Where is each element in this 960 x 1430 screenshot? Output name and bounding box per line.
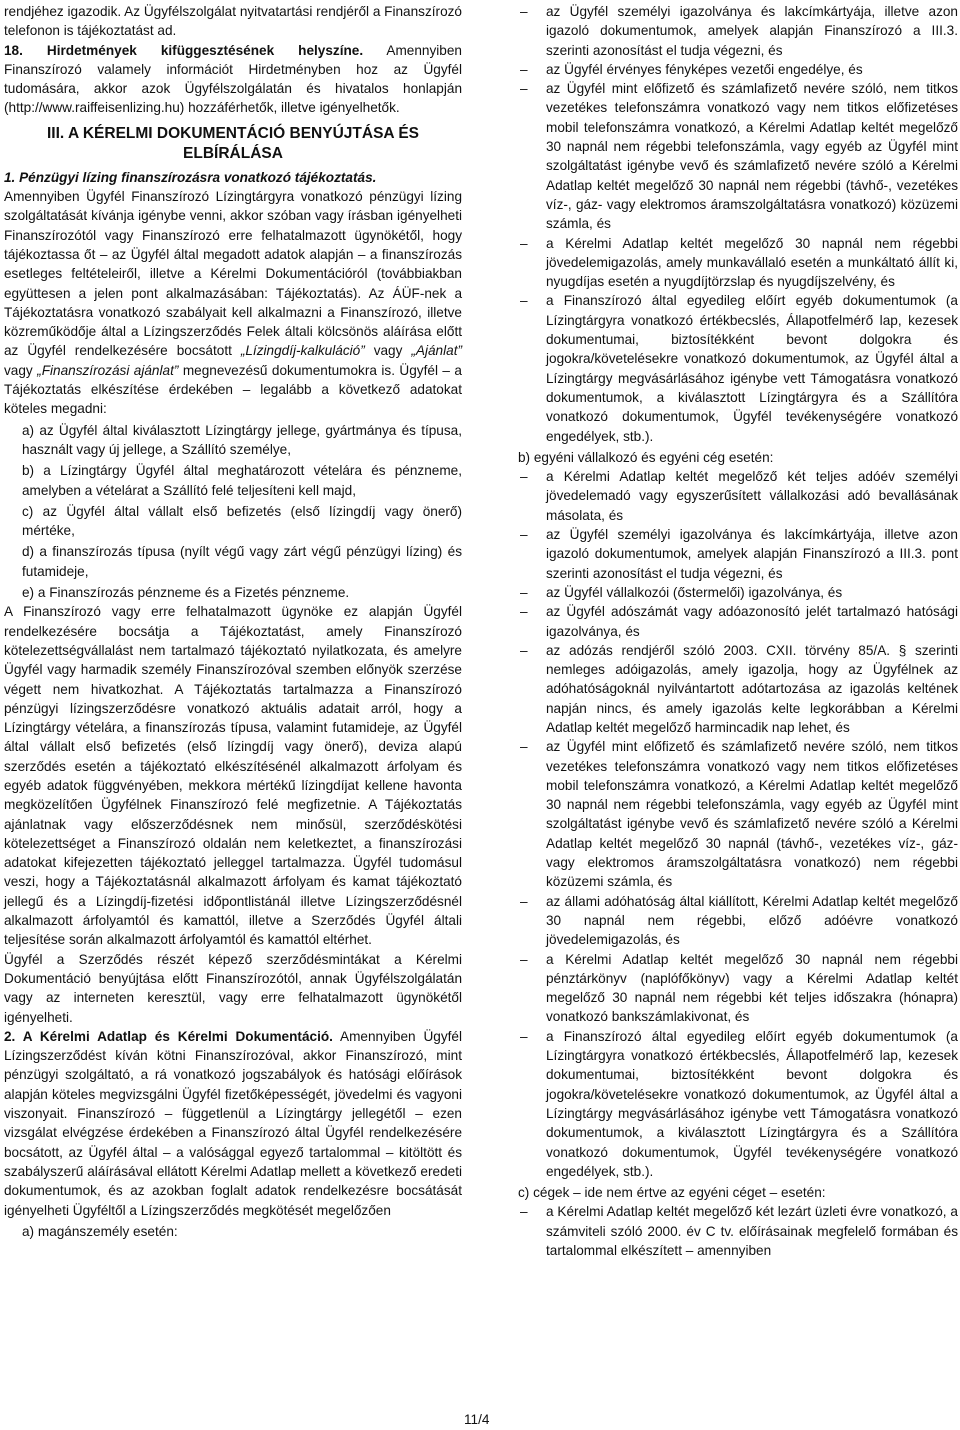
section-1-text-a: Amennyiben Ügyfél Finanszírozó Lízingtárgyra vonatkozó pénzügyi lízing szolgáltatását kívánja igénybe venni, akkor szóban vagy írásban igényelheti Finanszírozótól vagy Finanszírozó erre felhatalmazott ügynökétől, hogy tájékoztassa őt – az Ügyfél által megadott adatok alapján – a finanszírozás esetleges feltételeiről, illetve a Kérelmi Dokumentációról (továbbiakban együttesen a jelen pont alkalmazásában: Tájékoztatás). Az ÁÜF-nek a Tájékoztatásra vonatkozó szabályait kell alkalmazni a Finanszírozó, illetve közreműködője által a Lízingszerződés Felek általi kölcsönös aláírása előtt az Ügyfél rendelkezésére bocsátott [4, 189, 462, 359]
dash-marker: – [520, 1028, 528, 1044]
section-2-text: Amennyiben Ügyfél Lízingszerződést kíván kötni Finanszírozóval, akkor Finanszírozó, mint pénzügyi szolgáltató, a rá vonatkozó jogszabályok és hatósági előírások alapján köteles megvizsgálni Ügyfél fizetőképességét, jövedelmi és vagyoni viszonyait. Finanszírozó – függetlenül a Lízingtárgy jellegétől – ezen vizsgálat elvégzése érdekében a Finanszírozó által Ügyfél rendelkezésére bocsátott, az Ügyfél által – a valósággal egyező tartalommal – kitöltött és szabályszerű aláírásával ellátott Kérelmi Adatlap mellett a következő eredeti dokumentumok, és az azokban foglalt adatok rendelkezésre bocsátását igényelheti Ügyféltől a Lízingszerződés megkötését megelőzően [4, 1028, 463, 1218]
a-item-3-text: az Ügyfél mint előfizető és számlafizető nevére szóló, nem titkos vezetékes telefonszámra vonatkozó vagy nem titkos előfizetéses mobil telefonszámra vonatkozó, a Kérelmi Adatlap keltét megelőző 30 napnál nem régebbi telefonszámla, vagy egyéb az Ügyfél mint szolgáltatást igénybe vevő és számlafizető nevére szóló a Kérelmi Adatlap keltét megelőző 30 napnál nem régebbi (távhő-, vezetékes víz-, gáz- vagy elektromos áramszolgáltatásra vonatkozó) közüzemi számla, és [546, 81, 958, 232]
list-item-c: c) az Ügyfél által vállalt első befizetés (első lízingdíj vagy önerő) mértéke, [22, 503, 462, 539]
left-column [4, 2, 462, 1241]
quote-kalkulacio: „Lízingdíj-kalkuláció” [240, 343, 365, 359]
subsection-c-title: c) cégek – ide nem értve az egyéni céget – esetén: [518, 1185, 826, 1201]
a-item-4 [500, 234, 958, 292]
dash-marker: – [520, 739, 528, 755]
page-number: 11/4 [464, 1412, 490, 1427]
a-item-4-text: a Kérelmi Adatlap keltét megelőző 30 napnál nem régebbi jövedelemigazolás, amely munkavállaló esetén a munkáltató állít ki, nyugdíjas esetén a nyugdíjtörzslap és nyugdíjszelvény, és [546, 235, 958, 290]
b-item-4-text: az Ügyfél adószámát vagy adóazonosító jelét tartalmazó hatósági igazolványa, és [546, 604, 958, 639]
section-2-paragraph [4, 1027, 462, 1220]
dash-marker: – [520, 642, 528, 658]
b-item-8-text: a Kérelmi Adatlap keltét megelőző 30 napnál nem régebbi pénztárkönyv (naplófőkönyv) vagy a Kérelmi Adatlap keltét megelőző 30 napnál nem régebbi két teljes időszakra (hónapra) vonatkozó bankszámlakivonat, és [546, 951, 958, 1025]
c-item-1 [500, 1202, 958, 1260]
section-1-title: 1. Pénzügyi lízing finanszírozásra vonatkozó tájékoztatás. [4, 169, 377, 185]
list-item-e: e) a Finanszírozás pénzneme és a Fizetés pénzneme. [22, 585, 350, 601]
section-2-title: 2. A Kérelmi Adatlap és Kérelmi Dokumentáció. [4, 1028, 333, 1044]
a-item-1-text: az Ügyfél személyi igazolványa és lakcímkártyája, illetve azon igazoló dokumentumok, amelyek alapján Finanszírozó a III.3. szerinti azonosítást el tudja végezni, és [546, 4, 958, 58]
b-item-5 [500, 641, 958, 737]
right-column [500, 2, 958, 1260]
b-item-5-text: az adózás rendjéről szóló 2003. CXII. törvény 85/A. § szerinti nemleges adóigazolás, amely igazolja, hogy az Ügyfélnek az adóhatóságoknál nyilvántartott adótartozása az igazolás keltének napján nincs, és amely igazolás kelte legkorábban a Kérelmi Adatlap keltét megelőző harmincadik nap lehet, és [546, 642, 958, 735]
quote-ajanlat: „Ajánlat” [411, 343, 462, 359]
b-item-1 [500, 467, 958, 525]
subsection-a-title: a) magánszemély esetén: [22, 1223, 178, 1239]
dash-marker: – [520, 235, 528, 251]
b-item-6-text: az Ügyfél mint előfizető és számlafizető nevére szóló, nem titkos vezetékes telefonszámra vonatkozó vagy nem titkos előfizetéses mobil telefonszámra vonatkozó, a Kérelmi Adatlap keltét megelőző 30 napnál nem régebbi telefonszámla, vagy egyéb az Ügyfél mint szolgáltatást igénybe vevő és számlafizető nevére szóló a Kérelmi Adatlap keltét megelőző 30 napnál (távhő-, vezetékes víz-, gáz- vagy elektromos áramszolgáltatásra vonatkozó) nem régebbi közüzemi számla, és [546, 739, 958, 890]
dash-marker: – [520, 527, 528, 543]
dash-marker: – [520, 81, 528, 97]
section-18-paragraph [4, 41, 462, 118]
b-item-3 [500, 583, 958, 602]
dash-marker: – [520, 584, 528, 600]
dash-marker: – [520, 604, 528, 620]
b-item-8 [500, 950, 958, 1027]
dash-marker: – [520, 1204, 528, 1220]
b-item-3-text: az Ügyfél vállalkozói (őstermelői) igazolványa, és [546, 584, 843, 600]
section-18-text: Amennyiben Finanszírozó valamely információt Hirdetményben hoz az Ügyfél tudomására, akkor azok Ügyfélszolgálatán és hivatalos honlapján (http://www.raiffeisenlizing.hu) hozzáférhetők, illetve igényelhetők. [4, 42, 462, 116]
section-1-text-mid1: vagy [364, 343, 412, 359]
chapter-heading: III. A KÉRELMI DOKUMENTÁCIÓ BENYÚJTÁSA ÉS ELBÍRÁLÁSA [46, 124, 420, 162]
list-item-b: b) a Lízingtárgy Ügyfél által meghatározott vételára és pénzneme, amelyben a vételárat a Szállító felé teljesíteni kell majd, [22, 463, 462, 498]
section-18-title: 18. Hirdetmények kifüggesztésének helyszíne. [4, 42, 364, 58]
a-item-2 [500, 60, 958, 79]
dash-marker: – [520, 61, 528, 77]
b-item-9 [500, 1027, 958, 1181]
b-item-4 [500, 602, 958, 641]
dash-marker: – [520, 293, 528, 309]
b-item-2-text: az Ügyfél személyi igazolványa és lakcímkártyája, illetve azon igazoló dokumentumok, amelyek alapján Finanszírozó a III.3. pont szerinti azonosítást el tudja végezni, és [546, 527, 958, 581]
dash-marker: – [520, 469, 528, 485]
b-item-6 [500, 737, 958, 891]
intro-paragraph: rendjéhez igazodik. Az Ügyfélszolgálat nyitvatartási rendjéről a Finanszírozó telefonon is tájékoztatást ad. [4, 4, 462, 39]
subsection-b-title: b) egyéni vállalkozó és egyéni cég esetén: [518, 449, 774, 465]
b-item-1-text: a Kérelmi Adatlap keltét megelőző két teljes adóév személyi jövedelemadó vagy egyszerűsített vállalkozási adó bevallásának másolata, és [546, 469, 958, 523]
dash-marker: – [520, 951, 528, 967]
list-item-d: d) a finanszírozás típusa (nyílt végű vagy zárt végű pénzügyi lízing) és futamideje, [22, 544, 462, 579]
section-1-text-b: megnevezésű dokumentumokra is. Ügyfél – a Tájékoztatás elkészítése érdekében – legalább a következő adatokat köteles megadni: [4, 362, 462, 417]
quote-finanszirozasi-ajanlat: „Finanszírozási ajánlat” [37, 362, 179, 378]
a-item-3 [500, 79, 958, 233]
b-item-2 [500, 525, 958, 583]
b-item-9-text: a Finanszírozó által egyedileg előírt egyéb dokumentumok (a Lízingtárgyra vonatkozó értékbecslés, Állapotfelmérő lap, kezesek dokumentumai, biztosítékként bevont dolgokra és jogokra/követelésekre vonatkozó dokumentumok, az Ügyfél által a Lízingtárgy megvásárlásához igénybe vett Támogatásra vonatkozó dokumentumok, a kiválasztott Lízingtárgyra és a Szállítóra vonatkozó dokumentumok, Ügyfél tevékenységére vonatkozó engedélyek, stb.). [546, 1028, 958, 1179]
section-1-text-mid2: vagy [4, 362, 38, 378]
b-item-7-text: az állami adóhatóság által kiállított, Kérelmi Adatlap keltét megelőző 30 napnál nem régebbi, előző adóévre vonatkozó jövedelemigazolás, és [546, 893, 958, 948]
a-item-5-text: a Finanszírozó által egyedileg előírt egyéb dokumentumok (a Lízingtárgyra vonatkozó értékbecslés, Állapotfelmérő lap, kezesek dokumentumai, biztosítékként bevont dolgokra és jogokra/követelésekre vonatkozó dokumentumok, az Ügyfél által a Lízingtárgy megvásárlásához igénybe vett Támogatásra vonatkozó dokumentumok, a kiválasztott Lízingtárgyra és a Szállítóra vonatkozó dokumentumok, Ügyfél tevékenységére vonatkozó engedélyek, stb.). [546, 293, 958, 444]
list-item-a: a) az Ügyfél által kiválasztott Lízingtárgy jellege, gyártmánya és típusa, használt vagy új jellege, a Szállító személye, [22, 422, 462, 457]
b-item-7 [500, 892, 958, 950]
a-item-2-text: az Ügyfél érvényes fényképes vezetői engedélye, és [546, 61, 863, 77]
section-1-paragraph-2: A Finanszírozó vagy erre felhatalmazott ügynöke ez alapján Ügyfél rendelkezésére bocsátja a Tájékoztatást, amely Finanszírozó kötelezettségvállalást nem tartalmazó tájékoztató nyilatkozata, és amelyre Ügyfél vagy harmadik személy Finanszírozóval szemben előnyök szerzése végett nem hivatkozhat. A Tájékoztatás tartalmazza a Finanszírozó pénzügyi lízingszerződésre vonatkozó aktuális adatait arról, hogy a Lízingtárgy vételára, a finanszírozás típusa, valamint futamideje, az Ügyfél által vállalt első befizetés (első lízingdíj vagy önerő), deviza alapú szerződés esetén a tájékoztató elkészítésénél alkalmazott árfolyam és egyéb adatok függvényében, mekkora mértékű lízingdíjat kellene havonta megközelítően Ügyfélnek Finanszírozó felé megfizetnie. A Tájékoztatás ajánlatnak vagy előszerződésnek nem minősül, szerződéskötési kötelezettséget a Finanszírozó oldalán nem keletkeztet, a finanszírozási adatokat kifejezetten tájékoztató jelleggel tartalmazza. Ügyfél tudomásul veszi, hogy a Tájékoztatásnál alkalmazott árfolyam és kamat tájékoztató jellegű és a Lízingdíj-fizetési időpontlistánál illetve Lízingszerződésnél alkalmazott árfolyamtól és kamattól, illetve a Szerződés Ügyfél általi teljesítése során alkalmazott árfolyamtól és kamattól eltérhet. [4, 604, 462, 948]
dash-marker: – [520, 893, 528, 909]
section-1-paragraph-3: Ügyfél a Szerződés részét képező szerződésmintákat a Kérelmi Dokumentáció benyújtása előtt Finanszírozótól, annak Ügyfélszolgálatán vagy az interneten keresztül, vagy erre felhatalmazott ügynökétől igényelheti. [4, 951, 462, 1025]
c-item-1-text: a Kérelmi Adatlap keltét megelőző két lezárt üzleti évre vonatkozó, a számviteli szóló 2000. év C tv. előírásainak megfelelő formában és tartalommal elkészített – amennyiben [546, 1204, 958, 1258]
a-item-1 [500, 2, 958, 60]
dash-marker: – [520, 4, 528, 19]
section-1-paragraph-1 [4, 187, 462, 419]
a-item-5 [500, 291, 958, 445]
